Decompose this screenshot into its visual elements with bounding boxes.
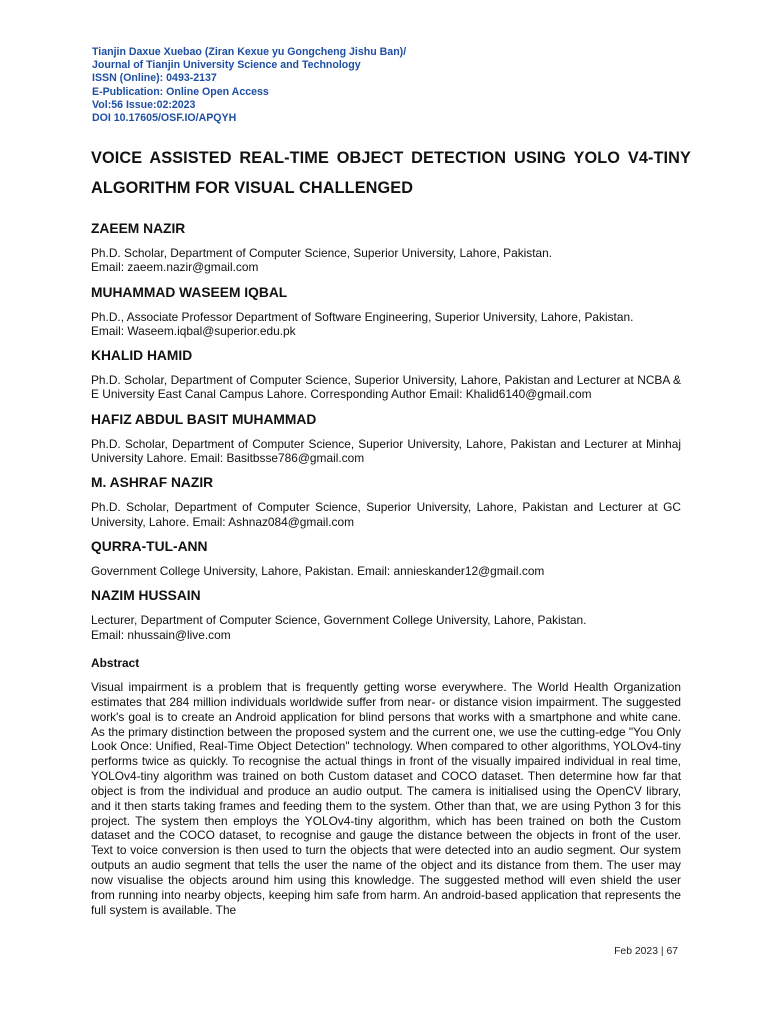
- author-block: [91, 587, 681, 642]
- abstract-heading: Abstract: [91, 656, 140, 670]
- journal-header: [92, 46, 406, 125]
- author-name: ZAEEM NAZIR: [91, 221, 186, 236]
- author-affiliation: [91, 310, 681, 339]
- author-email: Email: Waseem.iqbal@superior.edu.pk: [91, 323, 296, 338]
- author-email: Email: nhussain@live.com: [91, 627, 231, 642]
- author-name: M. ASHRAF NAZIR: [91, 475, 214, 491]
- journal-publication-type: E-Publication: Online Open Access: [92, 85, 269, 98]
- abstract-section: [91, 656, 681, 918]
- author-block: [91, 347, 681, 402]
- journal-doi: DOI 10.17605/OSF.IO/APQYH: [92, 112, 237, 125]
- author-block: [91, 284, 681, 339]
- author-list: [91, 220, 681, 651]
- author-affiliation: Government College University, Lahore, Pakistan. Email: annieskander12@gmail.com: [91, 563, 545, 578]
- journal-name-line: Tianjin Daxue Xuebao (Ziran Kexue yu Gongcheng Jishu Ban)/: [92, 46, 407, 58]
- author-affiliation: Ph.D. Scholar, Department of Computer Science, Superior University, Lahore, Pakistan and Lecturer at NCBA & E University East Canal Campus Lahore. Corresponding Author Email: Khalid6140@gmail.com: [91, 373, 681, 402]
- author-affiliation: [91, 246, 681, 275]
- author-affiliation: [91, 613, 681, 642]
- author-affiliation-text: Ph.D., Associate Professor Department of Software Engineering, Superior University, Lahore, Pakistan.: [91, 309, 634, 324]
- author-email: Email: zaeem.nazir@gmail.com: [91, 260, 259, 275]
- author-affiliation-text: Ph.D. Scholar, Department of Computer Science, Superior University, Lahore, Pakistan.: [91, 246, 553, 260]
- author-name: MUHAMMAD WASEEM IQBAL: [91, 284, 288, 300]
- author-affiliation: Ph.D. Scholar, Department of Computer Science, Superior University, Lahore, Pakistan and Lecturer at GC University, Lahore. Email: Ashnaz084@gmail.com: [91, 500, 681, 529]
- author-name: HAFIZ ABDUL BASIT MUHAMMAD: [91, 411, 317, 427]
- author-affiliation: Ph.D. Scholar, Department of Computer Science, Superior University, Lahore, Pakistan and Lecturer at Minhaj University Lahore. Email: Basitbsse786@gmail.com: [91, 436, 681, 466]
- author-block: [91, 220, 681, 275]
- journal-english-name: Journal of Tianjin University Science and Technology: [92, 59, 361, 72]
- author-block: [91, 474, 681, 529]
- author-block: [91, 411, 681, 466]
- author-name: QURRA-TUL-ANN: [91, 538, 208, 554]
- page-footer: Feb 2023 | 67: [614, 946, 678, 957]
- paper-title: VOICE ASSISTED REAL-TIME OBJECT DETECTION USING YOLO V4-TINY ALGORITHM FOR VISUAL CHALLENGED: [91, 149, 691, 197]
- abstract-body: Visual impairment is a problem that is frequently getting worse everywhere. The World Health Organization estimates that 284 million individuals worldwide suffer from near- or distance vision impairment. The suggested work's goal is to create an Android application for blind persons that works with a smartphone and white cane. As the primary distinction between the proposed system and the current one, we use the cutting-edge "You Only Look Once: Unified, Real-Time Object Detection" technology. When compared to other algorithms, YOLOv4-tiny performs twice as quickly. To recognise the actual things in front of the visually impaired individual in real time, YOLOv4-tiny algorithm was trained on both Custom dataset and COCO dataset. Then determine how far that object is from the individual and produce an audio output. The camera is initialised using the OpenCV library, and it then starts taking frames and feeding them to the system. Other than that, we are using Python 3 for this project. The system then employs the YOLOv4-tiny algorithm, which has been trained on both the Custom dataset and the COCO dataset, to recognise and gauge the distance between the objects in front of the user. Text to voice conversion is then used to turn the objects that were detected into an audio segment. Our system outputs an audio segment that tells the user the name of the object and its distance from them. The user may now visualise the objects around him using this knowledge. The suggested method will even shield the user from running into nearby objects, keeping him safe from harm. An android-based application that represents the full system is available. The: [91, 680, 681, 917]
- author-block: [91, 538, 681, 578]
- journal-volume-issue: Vol:56 Issue:02:2023: [92, 98, 196, 111]
- author-affiliation-text: Lecturer, Department of Computer Science, Government College University, Lahore, Pakistan.: [91, 613, 587, 628]
- author-name: KHALID HAMID: [91, 348, 193, 364]
- author-name: NAZIM HUSSAIN: [91, 588, 201, 604]
- journal-issn: ISSN (Online): 0493-2137: [92, 72, 217, 85]
